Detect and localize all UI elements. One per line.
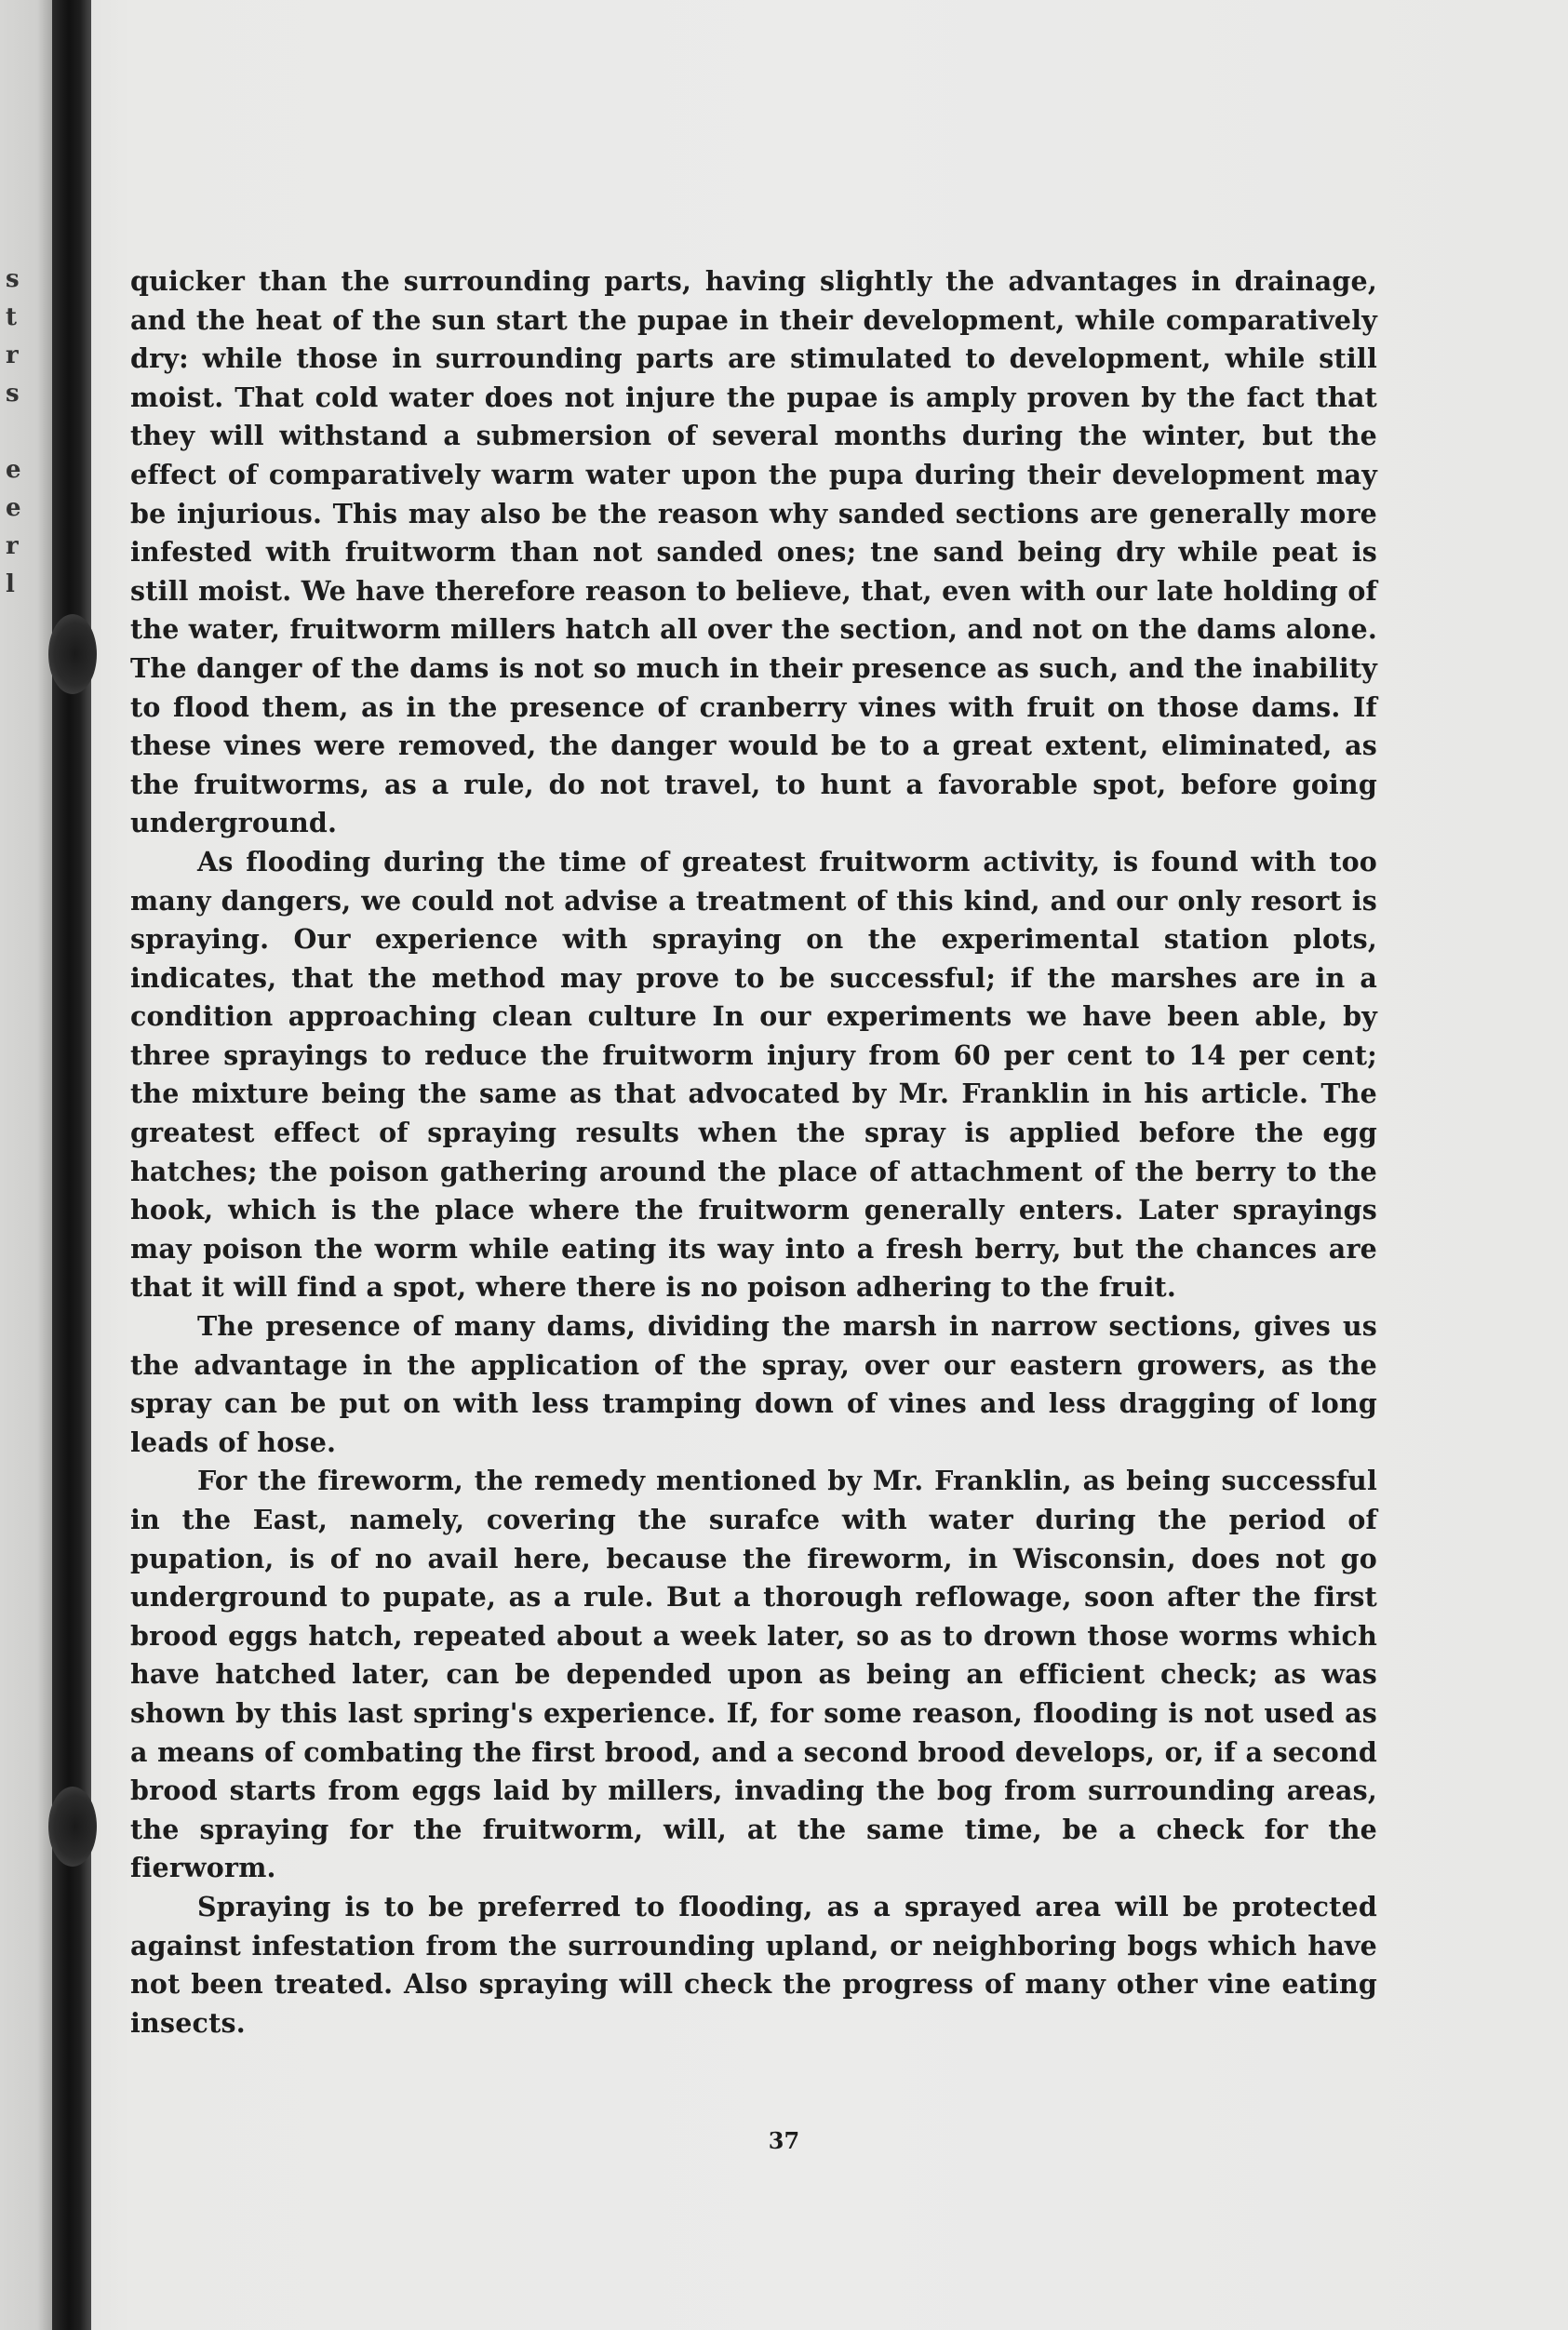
paragraph-spraying-preferred: Spraying is to be preferred to flooding, as a sprayed area will be protected against infestation from the surrounding upland, or neighboring bogs which have not been treated. Also spraying will check the progress of many other vine eating insects. [130, 1890, 1377, 2039]
book-binding-shadow [52, 0, 91, 2330]
paragraph-spraying-fruitworm: As flooding during the time of greatest fruitworm activity, is found with too many dangers, we could not advise a treatment of this kind, and our only resort is spraying. Our experience with spraying on the experimental station plots, indicates, that the method may prove to be successful; if the marshes are in a condition approaching clean culture In our experiments we have been able, by three sprayings to reduce the fruitworm injury from 60 per cent to 14 per cent; the mixture being the same as that advocated by Mr. Franklin in his article. The greatest effect of spraying results when the spray is applied before the egg hatches; the poison gathering around the place of attachment of the berry to the hook, which is the place where the fruitworm generally enters. Later sprayings may poison the worm while eating its way into a fresh berry, but the chances are that it will find a spot, where there is no poison adhering to the fruit. [130, 845, 1377, 1304]
margin-fragment: e [6, 456, 21, 484]
facing-page-fragments [6, 261, 24, 604]
margin-fragment: r [6, 341, 19, 369]
margin-fragment: t [6, 303, 18, 331]
binding-hole-top [48, 614, 97, 694]
margin-fragment: s [6, 380, 20, 408]
body-text [130, 262, 1377, 2042]
margin-fragment: r [6, 532, 19, 560]
paragraph-dams: The presence of many dams, dividing the marsh in narrow sections, gives us the advantage in the application of the spray, over our eastern growers, as the spray can be put on with less tramping down of vines and less dragging of long leads of hose. [130, 1310, 1377, 1458]
margin-fragment: e [6, 494, 21, 522]
facing-page-edge [0, 0, 52, 2330]
margin-fragment: s [6, 265, 20, 293]
margin-fragment [6, 413, 24, 451]
paragraph-continued: quicker than the surrounding parts, having slightly the advantages in drainage, and the heat of the sun start the pupae in their development, while comparatively dry: while those in surrounding parts are stimulated to development, while still moist. That cold water does not injure the pupae is amply proven by the fact that they will withstand a submersion of several months during the winter, but the effect of comparatively warm water upon the pupa during their development may be injurious. This may also be the reason why sanded sections are generally more infested with fruitworm than not sanded ones; tne sand being dry while peat is still moist. We have therefore reason to believe, that, even with our late holding of the water, fruitworm millers hatch all over the section, and not on the dams alone. The danger of the dams is not so much in their presence as such, and the inability to flood them, as in the presence of cranberry vines with fruit on those dams. If these vines were removed, the danger would be to a great extent, eliminated, as the fruitworms, as a rule, do not travel, to hunt a favorable spot, before going underground. [130, 265, 1377, 839]
margin-fragment: l [6, 570, 15, 598]
binding-hole-bottom [48, 1787, 97, 1867]
paragraph-fireworm: For the fireworm, the remedy mentioned by Mr. Franklin, as being successful in the East, namely, covering the surafce with water during the period of pupation, is of no avail here, because the fireworm, in Wisconsin, does not go underground to pupate, as a rule. But a thorough reflowage, soon after the first brood eggs hatch, repeated about a week later, so as to drown those worms which have hatched later, can be depended upon as being an efficient check; as was shown by this last spring's experience. If, for some reason, flooding is not used as a means of combating the first brood, and a second brood develops, or, if a second brood starts from eggs laid by millers, invading the bog from surrounding areas, the spraying for the fruitworm, will, at the same time, be a check for the fierworm. [130, 1465, 1377, 1884]
page-number: 37 [768, 2127, 800, 2154]
